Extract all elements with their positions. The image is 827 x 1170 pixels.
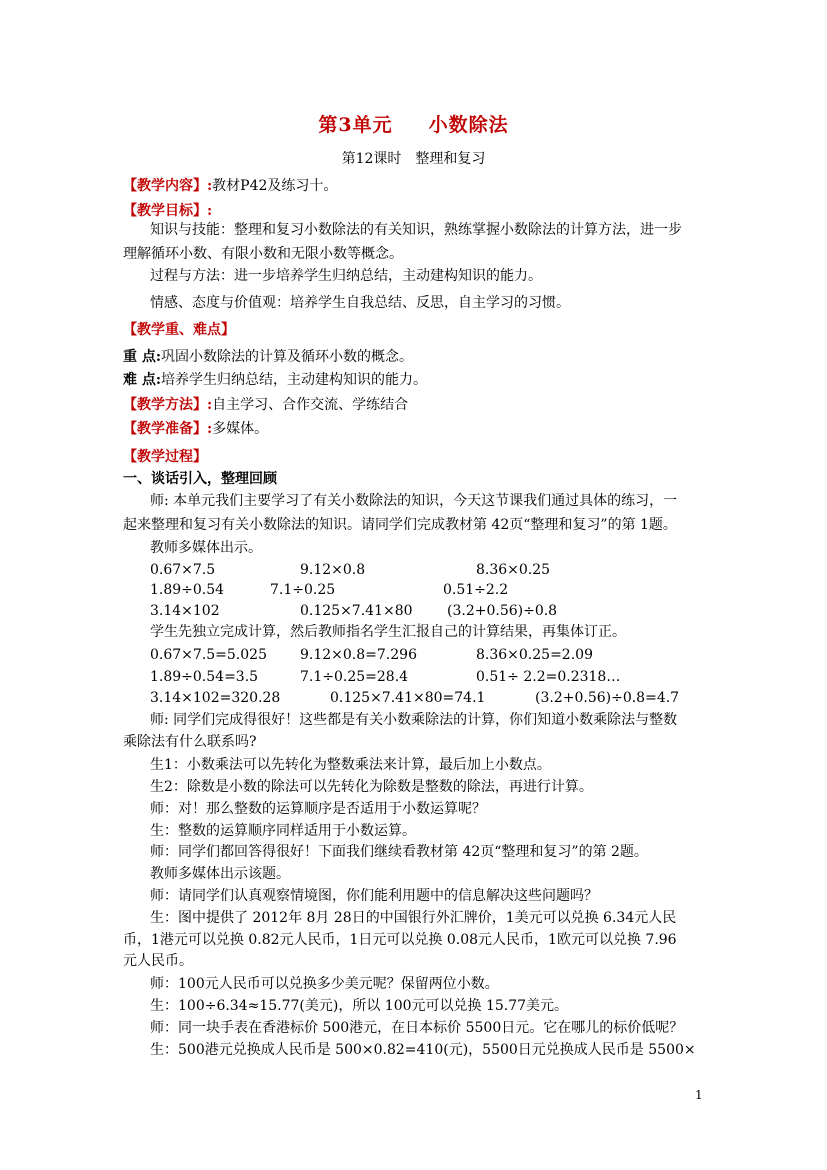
exercise-item: (3.2+0.56)÷0.8 xyxy=(447,603,558,619)
paragraph: 生2：除数是小数的除法可以先转化为除数是整数的除法，再进行计算。 xyxy=(150,779,593,795)
exercise-item: 0.125×7.41×80 xyxy=(300,603,413,619)
zhong-label: 重 点: xyxy=(123,349,162,365)
paragraph: 师：请同学们认真观察情境图，你们能利用题中的信息解决这些问题吗？ xyxy=(150,888,598,904)
teaching-method-label: 【教学方法】: xyxy=(123,397,213,413)
unit-title xyxy=(0,110,827,137)
paragraph: 教师多媒体出示。 xyxy=(150,540,262,556)
paragraph: 学生先独立完成计算，然后教师指名学生汇报自己的计算结果，再集体订正。 xyxy=(150,624,626,640)
teaching-content-text: 教材P42及练习十。 xyxy=(212,178,338,194)
exercise-item: 1.89÷0.54 xyxy=(150,582,225,598)
answer-item: 7.1÷0.25=28.4 xyxy=(300,669,409,685)
paragraph: 起来整理和复习有关小数除法的知识。请同学们完成教材第 42页“整理和复习”的第 1题。 xyxy=(123,517,677,533)
paragraph: 生：整数的运算顺序同样适用于小数运算。 xyxy=(150,823,416,839)
answer-item: 1.89÷0.54=3.5 xyxy=(150,669,259,685)
paragraph: 元人民币。 xyxy=(123,953,193,969)
key-point-nan xyxy=(123,370,427,390)
goal-line-2: 理解循环小数、有限小数和无限小数等概念。 xyxy=(123,246,403,262)
paragraph: 币，1港元可以兑换 0.82元人民币，1日元可以兑换 0.08元人民币，1欧元可以兑换 7.96 xyxy=(123,932,677,948)
teaching-goals-label: 【教学目标】: xyxy=(123,203,213,219)
answer-item: (3.2+0.56)÷0.8=4.7 xyxy=(535,690,680,706)
teaching-prep-text: 多媒体。 xyxy=(212,421,269,437)
teaching-content-label: 【教学内容】: xyxy=(123,178,213,194)
teaching-prep xyxy=(123,419,268,439)
teaching-process-label: 【教学过程】 xyxy=(123,449,207,465)
goal-line-3: 过程与方法：进一步培养学生归纳总结，主动建构知识的能力。 xyxy=(150,268,542,284)
exercise-item: 9.12×0.8 xyxy=(300,562,366,578)
teaching-prep-label: 【教学准备】: xyxy=(123,421,213,437)
goal-line-4: 情感、态度与价值观：培养学生自我总结、反思，自主学习的习惯。 xyxy=(150,295,570,311)
answer-item: 0.67×7.5=5.025 xyxy=(150,647,267,663)
paragraph: 师：同学们都回答得很好！下面我们继续看教材第 42页“整理和复习”的第 2题。 xyxy=(150,844,648,860)
paragraph: 师: 本单元我们主要学习了有关小数除法的知识，今天这节课我们通过具体的练习，一 xyxy=(150,493,678,509)
exercise-item: 8.36×0.25 xyxy=(476,562,551,578)
answer-item: 3.14×102=320.28 xyxy=(150,690,281,706)
paragraph: 生1：小数乘法可以先转化为整数乘法来计算，最后加上小数点。 xyxy=(150,757,551,773)
paragraph: 师：同一块手表在香港标价 500港元，在日本标价 5500日元。它在哪儿的标价低呢？ xyxy=(150,1020,684,1036)
zhong-text: 巩固小数除法的计算及循环小数的概念。 xyxy=(161,349,414,365)
lesson-subtitle: 第12课时 整理和复习 xyxy=(341,151,486,167)
exercise-item: 3.14×102 xyxy=(150,603,220,619)
nan-text: 培养学生归纳总结，主动建构知识的能力。 xyxy=(161,372,428,388)
nan-label: 难 点: xyxy=(123,372,162,388)
paragraph: 师: 同学们完成得很好！这些都是有关小数乘除法的计算，你们知道小数乘除法与整数 xyxy=(150,712,678,728)
unit-label: 第3单元 xyxy=(318,114,393,136)
paragraph: 生：500港元兑换成人民币是 500×0.82=410(元)，5500日元兑换成人民币是 5500× xyxy=(150,1042,696,1058)
paragraph: 师：对！那么整数的运算顺序是否适用于小数运算呢？ xyxy=(150,801,486,817)
key-points-label: 【教学重、难点】 xyxy=(123,322,235,338)
teaching-method xyxy=(123,395,408,415)
paragraph: 师：100元人民币可以兑换多少美元呢？保留两位小数。 xyxy=(150,976,499,992)
paragraph: 教师多媒体出示该题。 xyxy=(150,866,290,882)
teaching-method-text: 自主学习、合作交流、学练结合 xyxy=(212,397,409,413)
answer-item: 0.125×7.41×80=74.1 xyxy=(330,690,486,706)
paragraph: 生：图中提供了 2012年 8月 28日的中国银行外汇牌价，1美元可以兑换 6.34元人民 xyxy=(150,910,677,926)
paragraph: 乘除法有什么联系吗? xyxy=(123,734,257,750)
answer-item: 8.36×0.25=2.09 xyxy=(476,647,593,663)
section-1-heading: 一、谈话引入，整理回顾 xyxy=(123,471,277,487)
unit-topic: 小数除法 xyxy=(428,114,509,136)
goal-line-1: 知识与技能：整理和复习小数除法的有关知识，熟练掌握小数除法的计算方法，进一步 xyxy=(150,222,682,238)
paragraph: 生：100÷6.34≈15.77(美元)，所以 100元可以兑换 15.77美元。 xyxy=(150,998,569,1014)
exercise-item: 7.1÷0.25 xyxy=(270,582,336,598)
answer-item: 9.12×0.8=7.296 xyxy=(300,647,417,663)
exercise-item: 0.67×7.5 xyxy=(150,562,216,578)
page-number: 1 xyxy=(695,1088,703,1102)
key-point-zhong xyxy=(123,347,413,367)
exercise-item: 0.51÷2.2 xyxy=(443,582,509,598)
teaching-content xyxy=(123,176,337,196)
answer-item: 0.51÷ 2.2=0.2318… xyxy=(476,669,621,685)
